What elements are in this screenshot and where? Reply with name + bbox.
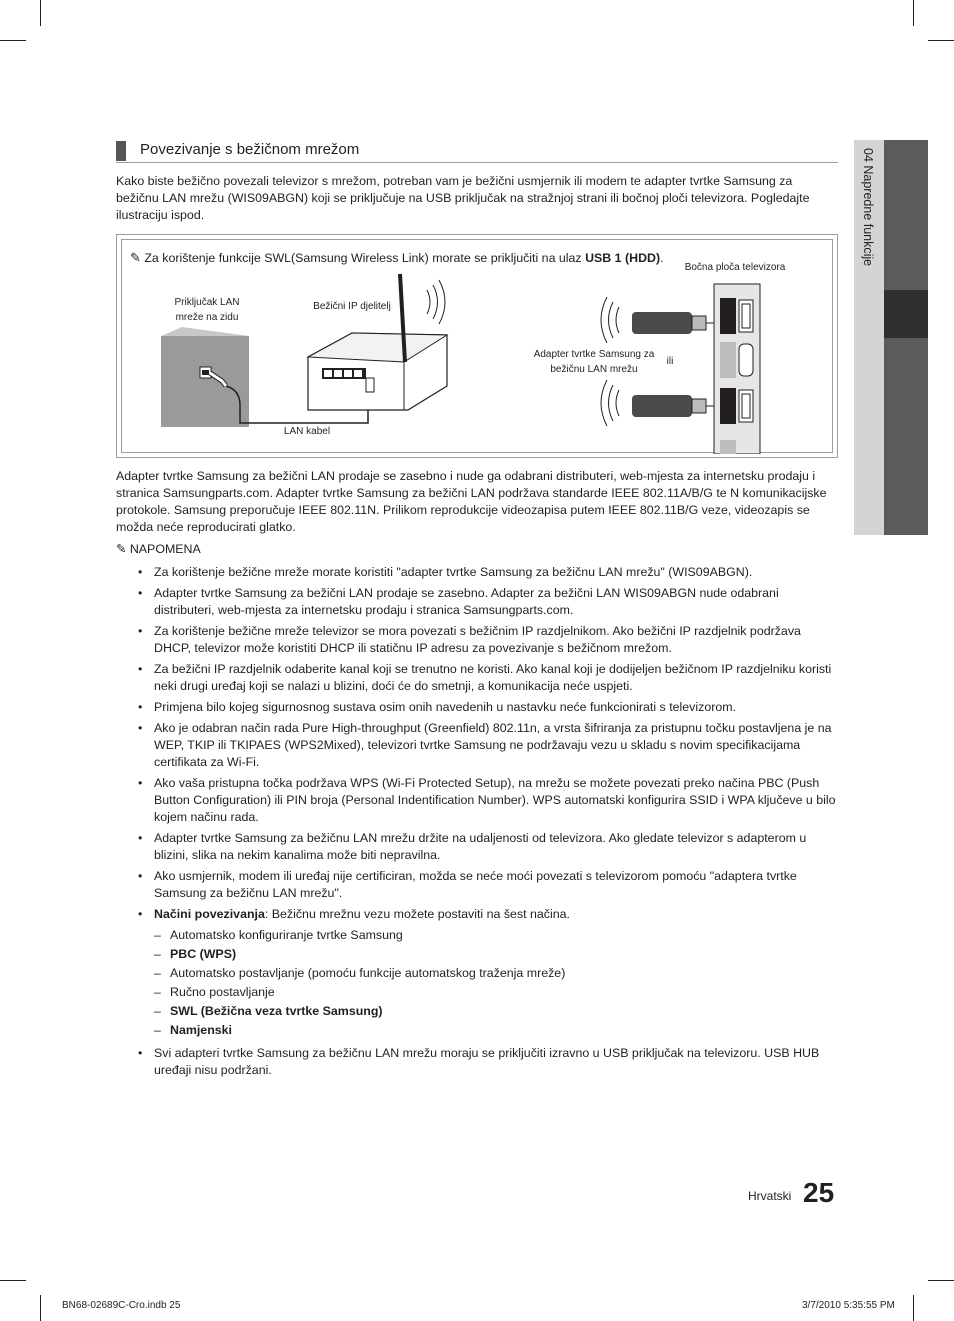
crop-mark <box>928 40 954 41</box>
pencil-icon: ✎ <box>130 250 141 265</box>
list-item: • Adapter tvrtke Samsung za bežičnu LAN mrežu držite na udaljenosti od televizora. Ako gledate televizor s adapterom u blizini, slika na nekim kanalima može biti nepravilna. <box>138 831 807 862</box>
figure-note-text: Za korištenje funkcije SWL(Samsung Wireless Link) morate se priključiti na ulaz <box>144 251 586 265</box>
bullet-icon: • <box>138 776 143 790</box>
wall-lan-label-line1: Priključak LAN <box>174 297 240 308</box>
list-item: • Ako vaša pristupna točka podržava WPS (Wi-Fi Protected Setup), na mrežu se možete povezati preko načina PBC (Push Button Configuration) ili PIN broja (Personal Indentification Number). WPS automatski konfigurira SSID i WPA ključeve u bilo kojem načinu rada. <box>138 776 836 824</box>
note-list <box>138 564 840 1083</box>
bullet-icon: • <box>138 907 143 921</box>
crop-mark <box>0 40 26 41</box>
crop-mark <box>40 0 41 26</box>
lan-cable-label: LAN kabel <box>283 426 331 437</box>
figure-note-bold: USB 1 (HDD) <box>585 251 661 265</box>
note-heading: ✎ NAPOMENA <box>116 542 201 556</box>
list-item-methods: • Načini povezivanja: Bežičnu mrežnu vezu možete postaviti na šest načina. – Automatsko konfiguriranje tvrtke Samsung – PBC (WPS) – Automatsko postavljanje (pomoću funkcije automatskog traženja mreže) – Ručno postavljanje – SWL (Bežična veza tvrtke Samsung) – Namjenski <box>138 906 840 1039</box>
method-item: – Namjenski <box>154 1023 232 1037</box>
list-item: • Ako usmjernik, modem ili uređaj nije certificiran, možda se neće moći povezati s televizorom pomoću "adaptera tvrtke Samsung za bežičnu LAN mrežu". <box>138 869 797 900</box>
intro-paragraph: Kako biste bežično povezali televizor s mrežom, potreban vam je bežični usmjernik ili modem te adapter tvrtke Samsung za bežičnu LAN mrežu (WIS09ABGN) koji se priključuje na USB priključak na stražnjoj strani ili bočnoj ploči televizora. Pogledajte ilustraciju ispod. <box>116 174 810 222</box>
method-item: – PBC (WPS) <box>154 947 237 961</box>
page-number: 25 <box>803 1177 835 1208</box>
list-item: • Za korištenje bežične mreže televizor se mora povezati s bežičnim IP razdjelnikom. Ako bežični IP razdjelnik podržava DHCP, televizor može koristiti DHCP ili statičnu IP adresu za povezivanje s bežičnom mrežom. <box>138 624 801 655</box>
crop-mark <box>40 1295 41 1321</box>
footer-language: Hrvatski <box>748 1189 792 1203</box>
router-illustration <box>308 274 447 410</box>
list-item: • Primjena bilo kojeg sigurnosnog sustava osim onih navedenih u nastavku neće funkcionirati s televizorom. <box>138 700 736 714</box>
bullet-icon: • <box>138 662 143 676</box>
list-item: • Za korištenje bežične mreže morate koristiti "adapter tvrtke Samsung za bežičnu LAN mrežu" (WIS09ABGN). <box>138 565 753 579</box>
pencil-icon: ✎ <box>116 542 127 556</box>
bullet-icon: • <box>138 869 143 883</box>
method-item: – SWL (Bežična veza tvrtke Samsung) <box>154 1004 383 1018</box>
bullet-icon: • <box>138 721 143 735</box>
chapter-side-tab <box>854 140 928 535</box>
list-item: • Za bežični IP razdjelnik odaberite kanal koji se trenutno ne koristi. Ako kanal koji je dodijeljen bežičnom IP razdjelniku koristi neki drugi uređaj koji se nalazi u blizini, doći će do smetnji, a komunikacija neće uspjeti. <box>138 662 832 693</box>
list-item: • Svi adapteri tvrtke Samsung za bežičnu LAN mrežu moraju se priključiti izravno u USB priključak na televizoru. USB HUB uređaji nisu podržani. <box>138 1046 820 1077</box>
crop-mark <box>0 1280 26 1281</box>
router-label: Bežični IP djelitelj <box>313 301 391 312</box>
section-heading <box>116 140 838 163</box>
heading-bar <box>116 141 126 161</box>
crop-mark <box>928 1280 954 1281</box>
usb-adapter-bottom <box>601 380 720 426</box>
tv-side-label: Bočna ploča televizora <box>684 262 786 273</box>
connection-figure <box>116 234 838 458</box>
adapter-label-line2: bežičnu LAN mrežu <box>550 364 638 375</box>
wall-illustration <box>161 336 249 427</box>
method-item: – Ručno postavljanje <box>154 985 275 999</box>
tv-side-panel <box>714 284 760 454</box>
footer-date: 3/7/2010 5:35:55 PM <box>802 1300 895 1311</box>
method-item: – Automatsko konfiguriranje tvrtke Samsung <box>154 928 403 942</box>
bullet-icon: • <box>138 831 143 845</box>
bullet-icon: • <box>138 700 143 714</box>
bullet-icon: • <box>138 624 143 638</box>
section-title: Povezivanje s bežičnom mrežom <box>140 141 360 158</box>
list-item: • Ako je odabran način rada Pure High-throughput (Greenfield) 802.11n, a vrsta šifriranja za pristupnu točku postavljena je na WEP, TKIP ili TKIPAES (WPS2Mixed), televizori tvrtke Samsung ne podržavaju vezu u skladu s novim specifikacijama certifikata za Wi-Fi. <box>138 721 832 769</box>
bullet-icon: • <box>138 565 143 579</box>
footer-file: BN68-02689C-Cro.indb 25 <box>62 1300 181 1311</box>
adapter-label-line1: Adapter tvrtke Samsung za <box>533 349 655 360</box>
method-item: – Automatsko postavljanje (pomoću funkcije automatskog traženja mreže) <box>154 966 566 980</box>
list-item: • Adapter tvrtke Samsung za bežični LAN prodaje se zasebno. Adapter za bežični LAN WIS09ABGN nude odabrani distributeri, web-mjesta za internetsku prodaju i stranica Samsungparts.com. <box>138 586 779 617</box>
crop-mark <box>913 1295 914 1321</box>
bullet-icon: • <box>138 1046 143 1060</box>
usb-adapter-top <box>601 297 720 343</box>
crop-mark <box>913 0 914 26</box>
bullet-icon: • <box>138 586 143 600</box>
figure-note: ✎ Za korištenje funkcije SWL(Samsung Wireless Link) morate se priključiti na ulaz USB 1 (HDD). <box>130 250 664 265</box>
wall-lan-label-line2: mreže na zidu <box>175 312 239 323</box>
or-label: ili <box>666 356 674 367</box>
methods-list <box>154 927 840 1039</box>
adapter-paragraph: Adapter tvrtke Samsung za bežični LAN prodaje se zasebno i nude ga odabrani distributeri, web-mjesta za internetsku prodaju i stranica Samsungparts.com. Adapter tvrtke Samsung za bežični LAN podržava standarde IEEE 802.11A/B/G te N komunikacijske protokole. Samsung preporučuje IEEE 802.11N. Prilikom reprodukcije videozapisa putem IEEE 802.11B/G veze, videozapis se možda neće reproducirati glatko. <box>116 469 827 534</box>
chapter-label: 04 Napredne funkcije <box>861 148 875 267</box>
